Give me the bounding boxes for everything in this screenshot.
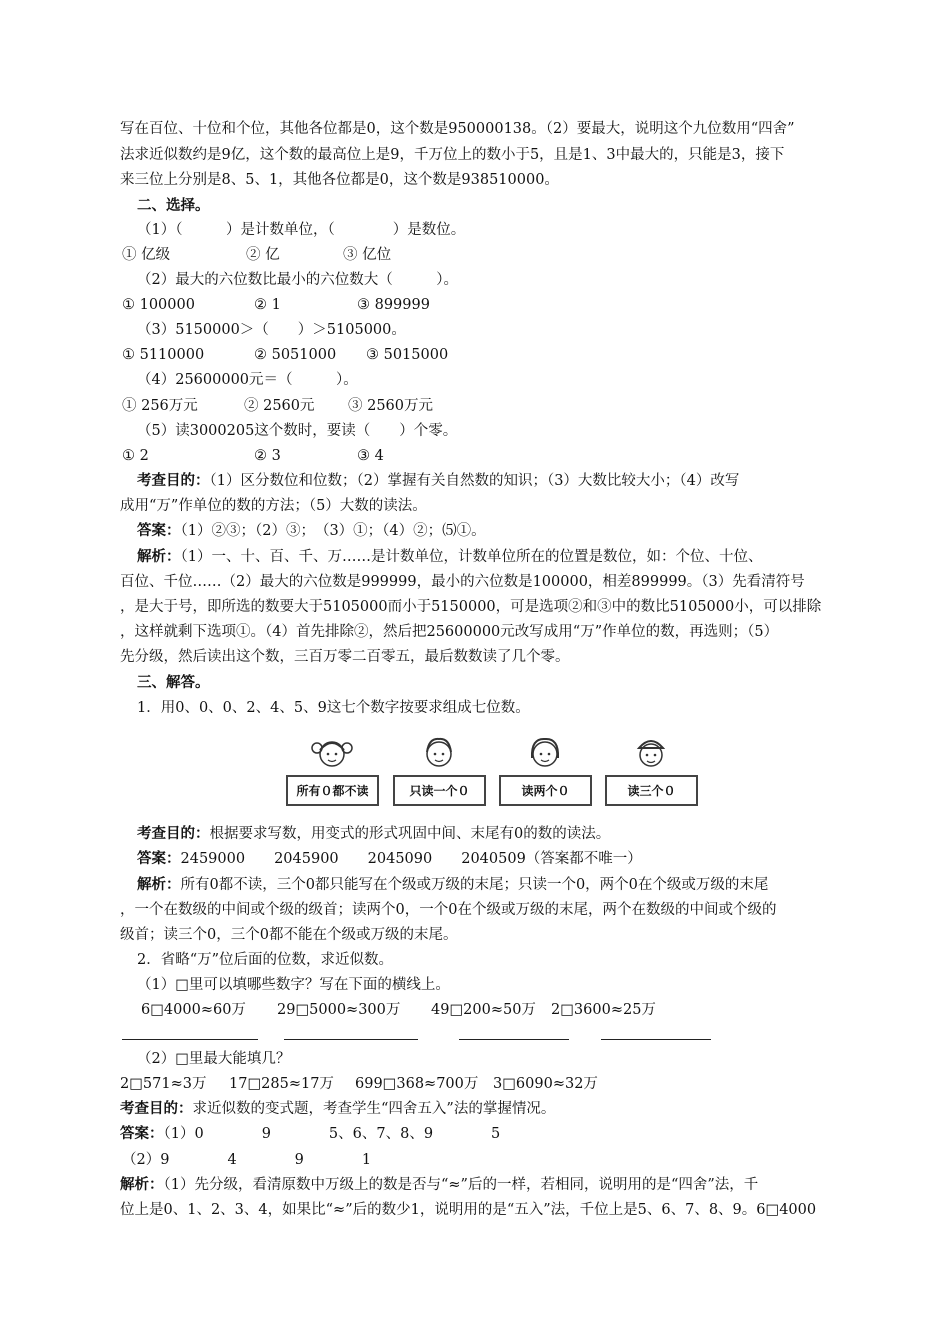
purpose-line-1 bbox=[137, 471, 739, 491]
answer-line bbox=[137, 521, 486, 541]
intro-line-1: 写在百位、十位和个位，其他各位都是0，这个数是950000138。（2）要最大，说明这个九位数用“四舍” bbox=[120, 121, 795, 137]
analysis-text: （1）先分级，看清原数中万级上的数是否与“≈”后的一样，若相同，说明用的是“四舍”法，千 bbox=[163, 1177, 759, 1193]
girl-pigtails-icon bbox=[310, 730, 354, 774]
analysis-line-2: 百位、千位……（2）最大的六位数是999999，最小的六位数是100000，相差899999。（3）先看清符号 bbox=[120, 574, 805, 590]
analysis-line-3: ，是大于号，即所选的数要大于5105000而小于5150000，可是选项②和③中的数比5105000小，可以排除 bbox=[120, 599, 822, 615]
p2-answer-line-1 bbox=[120, 1124, 500, 1144]
purpose-text: 根据要求写数，用变式的形式巩固中间、末尾有0的数的读法。 bbox=[209, 826, 611, 842]
answer-blank-3[interactable] bbox=[459, 1039, 569, 1040]
expr-2-4: 3□6090≈32万 bbox=[493, 1076, 598, 1092]
analysis-text: 所有0都不读，三个0都只能写在个级或万级的末尾；只读一个0，两个0在个级或万级的末尾 bbox=[180, 877, 769, 893]
expr-1-3: 49□200≈50万 bbox=[431, 1002, 536, 1018]
analysis-label: 解析： bbox=[137, 548, 181, 565]
p1-answer-line bbox=[137, 849, 642, 869]
answer-text: （1）②③；（2）③； （3）①；（4）②；⑸①。 bbox=[180, 523, 486, 539]
answer-text: 2459000 2045900 2045090 2040509（答案都不唯一） bbox=[180, 851, 642, 867]
analysis-line-1 bbox=[137, 547, 762, 567]
answer-label: 答案： bbox=[120, 1125, 164, 1142]
answer-label: 答案： bbox=[137, 850, 181, 867]
q4-option-3: ③ 2560万元 bbox=[348, 398, 434, 414]
p2-analysis-line-2: 位上是0、1、2、3、4，如果比“≈”后的数少1，说明用的是“五入”法，千位上是5、6、7、8、9。6□4000 bbox=[120, 1202, 817, 1218]
expr-1-4: 2□3600≈25万 bbox=[551, 1002, 656, 1018]
analysis-line-4: ，这样就剩下选项①。（4）首先排除②，然后把25600000元改写成用“万”作单位的数，再选则；（5） bbox=[120, 624, 779, 640]
question-3: （3）5150000＞（ ）＞5105000。 bbox=[137, 322, 406, 338]
q1-option-3: ③ 亿位 bbox=[343, 247, 392, 263]
q1-option-1: ① 亿级 bbox=[122, 247, 171, 263]
purpose-line-2: 成用“万”作单位的数的方法；（5）大数的读法。 bbox=[120, 498, 427, 514]
expr-2-3: 699□368≈700万 bbox=[355, 1076, 479, 1092]
p1-analysis-line-1 bbox=[137, 875, 768, 895]
boy-face-icon bbox=[417, 730, 461, 774]
answer-blank-4[interactable] bbox=[601, 1039, 711, 1040]
analysis-label: 解析： bbox=[137, 876, 181, 893]
children-figure bbox=[286, 730, 698, 810]
p1-analysis-line-2: ，一个在数级的中间或个级的级首；读两个0，一个0在个级或万级的末尾，两个在数级的中间或个级的 bbox=[120, 902, 777, 918]
q2-option-2: ② 1 bbox=[254, 297, 281, 313]
p1-analysis-line-3: 级首；读三个0，三个0都不能在个级或万级的末尾。 bbox=[120, 927, 458, 943]
intro-line-2: 法求近似数约是9亿，这个数的最高位上是9，千万位上的数小于5，且是1、3中最大的，只能是3，接下 bbox=[120, 147, 785, 163]
p1-purpose-line bbox=[137, 824, 610, 844]
analysis-line-5: 先分级，然后读出这个数，三百万零二百零五，最后数数读了几个零。 bbox=[120, 649, 570, 665]
analysis-text: （1）一、十、百、千、万……是计数单位，计数单位所在的位置是数位，如：个位、十位、 bbox=[180, 549, 763, 565]
q5-option-3: ③ 4 bbox=[357, 448, 384, 464]
q3-option-3: ③ 5015000 bbox=[366, 347, 449, 363]
label-box-three: 读三个０ bbox=[605, 775, 698, 806]
purpose-text: （1）区分数位和位数；（2）掌握有关自然数的知识；（3）大数比较大小；（4）改写 bbox=[209, 473, 740, 489]
problem-1: 1．用0、0、0、2、4、5、9这七个数字按要求组成七位数。 bbox=[137, 700, 530, 716]
question-2: （2）最大的六位数比最小的六位数大（ ）。 bbox=[137, 272, 458, 288]
answer-blank-2[interactable] bbox=[284, 1039, 418, 1040]
boy-cap-icon bbox=[629, 730, 673, 774]
p2-sub-1: （1）□里可以填哪些数字？写在下面的横线上。 bbox=[137, 977, 450, 993]
analysis-label: 解析： bbox=[120, 1176, 164, 1193]
q2-option-3: ③ 899999 bbox=[357, 297, 430, 313]
purpose-label: 考查目的： bbox=[120, 1100, 193, 1117]
q3-option-2: ② 5051000 bbox=[254, 347, 337, 363]
q4-option-2: ② 2560元 bbox=[244, 398, 315, 414]
intro-line-3: 来三位上分别是8、5、1，其他各位都是0，这个数是938510000。 bbox=[120, 172, 559, 188]
girl-short-hair-icon bbox=[523, 730, 567, 774]
section-heading: 二、选择。 bbox=[137, 197, 210, 214]
expr-2-2: 17□285≈17万 bbox=[229, 1076, 334, 1092]
p2-analysis-line-1 bbox=[120, 1175, 758, 1195]
q2-option-1: ① 100000 bbox=[122, 297, 195, 313]
q4-option-1: ① 256万元 bbox=[122, 398, 198, 414]
answer-text: （1）0 9 5、6、7、8、9 5 bbox=[163, 1126, 501, 1142]
q5-option-2: ② 3 bbox=[254, 448, 281, 464]
section-heading: 三、解答。 bbox=[137, 674, 210, 691]
question-4: （4）25600000元＝（ ）。 bbox=[137, 372, 358, 388]
q1-option-2: ② 亿 bbox=[246, 247, 280, 263]
purpose-label: 考查目的： bbox=[137, 472, 210, 489]
p2-sub-2: （2）□里最大能填几？ bbox=[137, 1051, 291, 1067]
expr-1-1: 6□4000≈60万 bbox=[141, 1002, 246, 1018]
answer-blank-1[interactable] bbox=[122, 1039, 258, 1040]
answer-label: 答案： bbox=[137, 522, 181, 539]
purpose-label: 考查目的： bbox=[137, 825, 210, 842]
label-box-one: 只读一个０ bbox=[393, 775, 486, 806]
label-box-two: 读两个０ bbox=[499, 775, 592, 806]
expr-1-2: 29□5000≈300万 bbox=[277, 1002, 401, 1018]
p2-purpose-line bbox=[120, 1099, 555, 1119]
question-5: （5）读3000205这个数时，要读（ ）个零。 bbox=[137, 423, 458, 439]
question-1: （1）（ ）是计数单位，（ ）是数位。 bbox=[137, 222, 466, 238]
purpose-text: 求近似数的变式题，考查学生“四舍五入”法的掌握情况。 bbox=[192, 1101, 556, 1117]
problem-2: 2．省略“万”位后面的位数，求近似数。 bbox=[137, 952, 394, 968]
q3-option-1: ① 5110000 bbox=[122, 347, 205, 363]
label-box-none: 所有０都不读 bbox=[286, 775, 379, 806]
expr-2-1: 2□571≈3万 bbox=[120, 1076, 207, 1092]
q5-option-1: ① 2 bbox=[122, 448, 149, 464]
p2-answer-line-2: （2）9 4 9 1 bbox=[122, 1152, 372, 1168]
